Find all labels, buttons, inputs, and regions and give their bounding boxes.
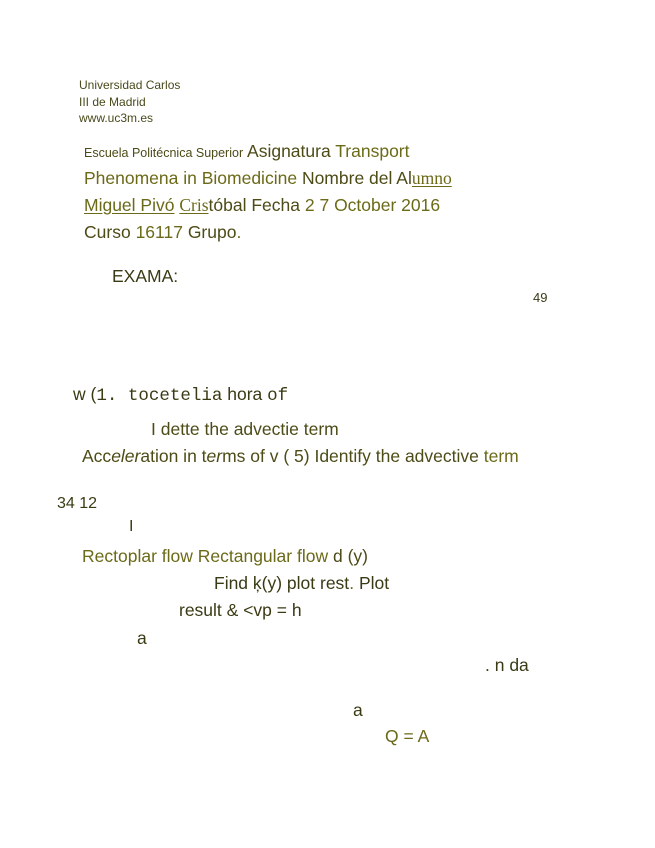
- name-label-end: umno: [411, 168, 452, 188]
- school-name: Escuela Politécnica Superior: [84, 146, 244, 160]
- variable-a-2: a: [353, 700, 363, 720]
- equation-q-a: Q = A: [385, 726, 430, 746]
- q1-d: of: [267, 386, 289, 406]
- find-line: [214, 573, 389, 593]
- date-label: Fecha: [251, 195, 300, 215]
- course-value: 16117: [135, 222, 183, 242]
- student-first-name: Miguel Pivó: [84, 195, 175, 215]
- flow-b: d (y): [332, 546, 368, 566]
- group-dot: .: [236, 222, 242, 242]
- find-a: Find ķ(y) plot rest: [214, 573, 350, 593]
- find-b: .: [349, 573, 355, 593]
- student-name-mid: Cris: [179, 195, 209, 215]
- q1-b: 1. tocetelia: [96, 386, 223, 406]
- accel-b: eler: [111, 446, 141, 466]
- name-label: Nombre del Al: [301, 168, 412, 188]
- numbers-line: 34 12: [57, 495, 98, 512]
- group-label: Grupo: [187, 222, 237, 242]
- question-line-1: [73, 384, 288, 406]
- accel-e: ms of v ( 5) Identify the advective: [222, 446, 479, 466]
- info-line-2: [84, 168, 452, 188]
- date-value: 2 7 October 2016: [304, 195, 441, 215]
- university-name-line-2: III de Madrid: [79, 95, 146, 109]
- info-line-4: [84, 222, 241, 242]
- info-line-3: [84, 195, 440, 215]
- vertical-bar-mark: I: [129, 518, 134, 535]
- variable-a-1: a: [137, 628, 147, 648]
- accel-f: term: [483, 446, 519, 466]
- nda-text: . n da: [485, 655, 529, 675]
- q1-a: w (: [73, 384, 97, 404]
- course-label: Curso: [84, 222, 131, 242]
- exam-score: 49: [533, 290, 548, 305]
- q1-c: hora: [227, 384, 263, 404]
- subject-value-b: Phenomena in Biomedicine: [84, 168, 298, 188]
- acceleration-line: [82, 446, 519, 466]
- student-name-end: tóbal: [208, 195, 247, 215]
- result-line: result & <vp = h: [179, 600, 302, 620]
- university-website: www.uc3m.es: [79, 111, 154, 125]
- accel-c: ation in t: [140, 446, 207, 466]
- university-name-line-1: Universidad Carlos: [79, 78, 181, 92]
- find-c: Plot: [358, 573, 390, 593]
- identify-line: I dette the advectie term: [151, 419, 339, 439]
- accel-a: Acc: [82, 446, 112, 466]
- subject-value-a: Transport: [335, 141, 410, 161]
- accel-d: er: [206, 446, 223, 466]
- flow-a: Rectoplar flow Rectangular flow: [82, 546, 329, 566]
- info-line-1: [84, 141, 410, 163]
- exam-title: EXAMA:: [112, 266, 179, 286]
- subject-label: Asignatura: [247, 141, 331, 161]
- flow-line: [82, 546, 368, 566]
